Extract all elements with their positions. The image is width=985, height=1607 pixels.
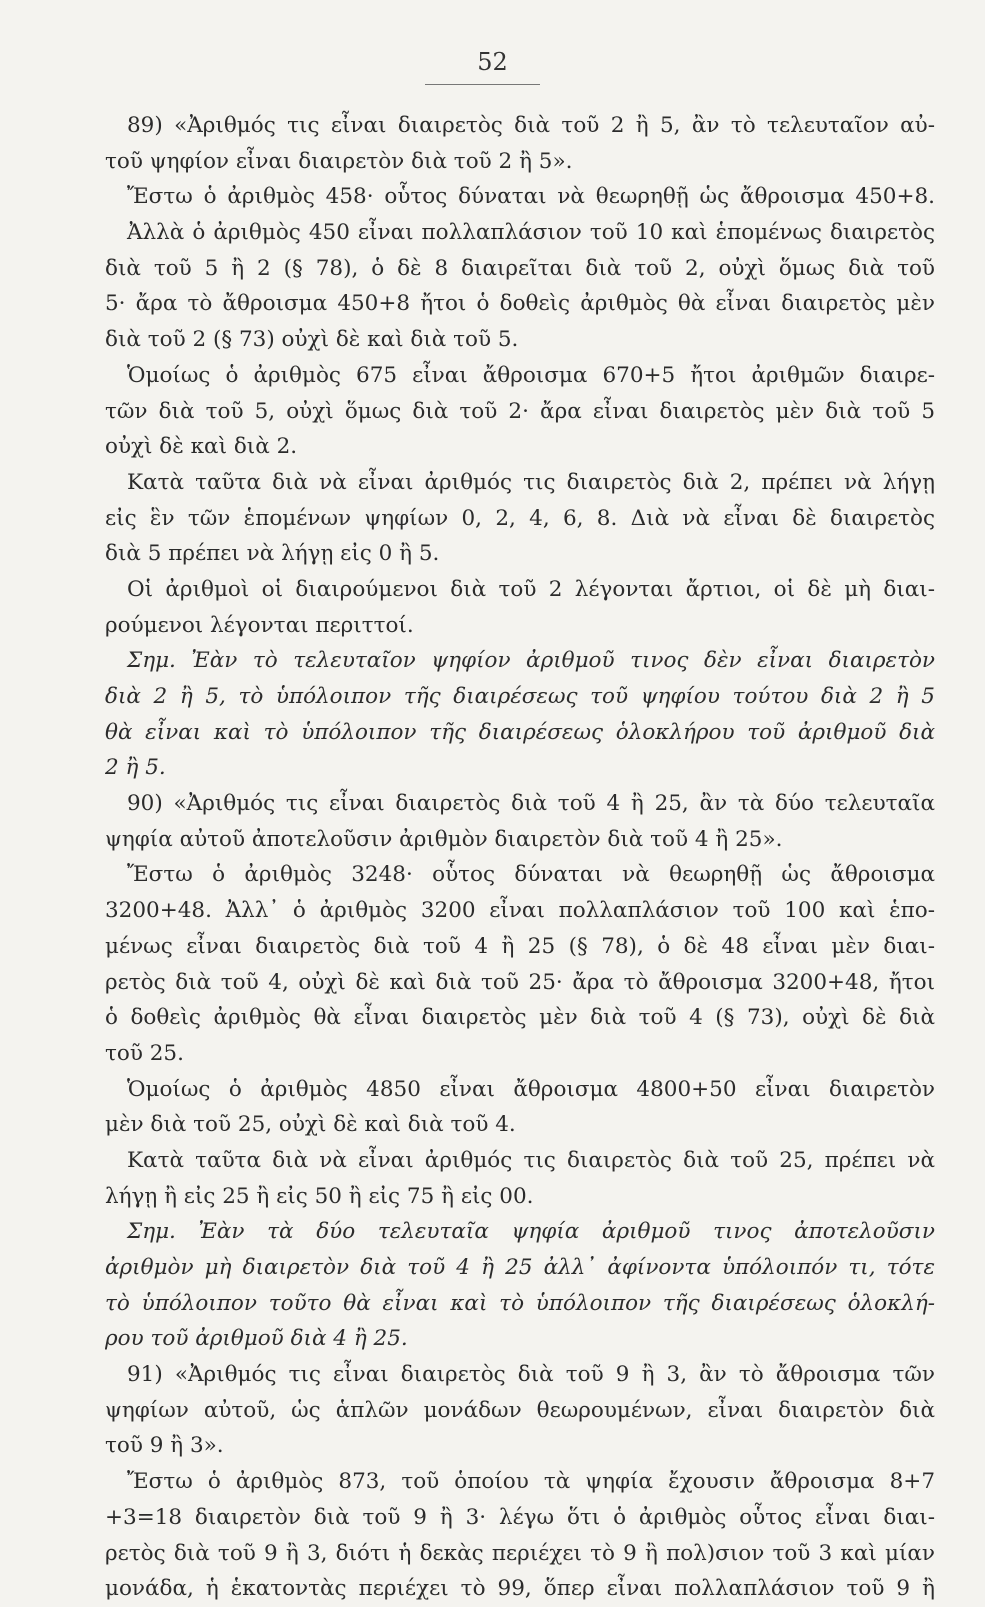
- text-line: ρετὸς διὰ τοῦ 9 ἢ 3, διότι ἡ δεκὰς περιέχει τὸ 9 ἢ πολ)σιον τοῦ 3 καὶ μίαν: [105, 1540, 935, 1566]
- note-line: θὰ εἶναι καὶ τὸ ὑπόλοιπον τῆς διαιρέσεως ὁλοκλήρου τοῦ ἀριθμοῦ διὰ: [105, 719, 935, 745]
- text-line: Οἱ ἀριθμοὶ οἱ διαιρούμενοι διὰ τοῦ 2 λέγονται ἄρτιοι, οἱ δὲ μὴ διαι-: [127, 576, 935, 602]
- text-line: τῶν διὰ τοῦ 5, οὐχὶ ὅμως διὰ τοῦ 2· ἄρα εἶναι διαιρετὸς μὲν διὰ τοῦ 5: [105, 398, 935, 424]
- text-line: 89) «Ἀριθμός τις εἶναι διαιρετὸς διὰ τοῦ 2 ἢ 5, ἂν τὸ τελευταῖον αὐ-: [127, 113, 935, 138]
- note-line: Σημ. Ἐὰν τὰ δύο τελευταῖα ψηφία ἀριθμοῦ τινος ἀποτελοῦσιν: [127, 1219, 935, 1245]
- text-line: ὁ δοθεὶς ἀριθμὸς θὰ εἶναι διαιρετὸς μὲν διὰ τοῦ 4 (§ 73), οὐχὶ δὲ διὰ: [105, 1005, 935, 1031]
- text-line: Ἔστω ὁ ἀριθμὸς 873, τοῦ ὁποίου τὰ ψηφία ἔχουσιν ἄθροισμα 8+7: [127, 1469, 935, 1495]
- page-number-rule: [425, 84, 540, 85]
- text-line: 5· ἄρα τὸ ἄθροισμα 450+8 ἤτοι ὁ δοθεὶς ἀριθμὸς θὰ εἶναι διαιρετὸς μὲν: [105, 291, 935, 317]
- text-line: τοῦ 9 ἢ 3».: [105, 1433, 224, 1459]
- body-text: [105, 108, 935, 1607]
- text-line: 91) «Ἀριθμός τις εἶναι διαιρετὸς διὰ τοῦ 9 ἢ 3, ἂν τὸ ἄθροισμα τῶν: [127, 1362, 935, 1388]
- text-line: διὰ 5 πρέπει νὰ λήγῃ εἰς 0 ἢ 5.: [105, 541, 440, 567]
- text-line: ψηφία αὐτοῦ ἀποτελοῦσιν ἀριθμὸν διαιρετὸν διὰ τοῦ 4 ἢ 25».: [105, 826, 783, 852]
- text-line: μονάδα, ἡ ἑκατοντὰς περιέχει τὸ 99, ὅπερ εἶναι πολλαπλάσιον τοῦ 9 ἢ: [105, 1576, 935, 1602]
- text-line: τοῦ ψηφίον εἶναι διαιρετὸν διὰ τοῦ 2 ἢ 5».: [105, 148, 573, 174]
- text-line: ψηφίων αὐτοῦ, ὡς ἁπλῶν μονάδων θεωρουμένων, εἶναι διαιρετὸν διὰ: [105, 1397, 935, 1423]
- text-line: μὲν διὰ τοῦ 25, οὐχὶ δὲ καὶ διὰ τοῦ 4.: [105, 1112, 516, 1138]
- note-line: ρου τοῦ ἀριθμοῦ διὰ 4 ἢ 25.: [105, 1326, 408, 1352]
- text-line: 3200+48. Ἀλλ᾽ ὁ ἀριθμὸς 3200 εἶναι πολλαπλάσιον τοῦ 100 καὶ ἑπο-: [105, 898, 935, 924]
- text-line: Ὁμοίως ὁ ἀριθμὸς 675 εἶναι ἄθροισμα 670+5 ἤτοι ἀριθμῶν διαιρε-: [127, 362, 935, 388]
- note-line: 2 ἢ 5.: [105, 755, 166, 781]
- text-line: οὐχὶ δὲ καὶ διὰ 2.: [105, 434, 298, 460]
- note-line: διὰ 2 ἢ 5, τὸ ὑπόλοιπον τῆς διαιρέσεως τοῦ ψηφίου τούτου διὰ 2 ἢ 5: [105, 684, 935, 709]
- text-line: διὰ τοῦ 5 ἢ 2 (§ 78), ὁ δὲ 8 διαιρεῖται διὰ τοῦ 2, οὐχὶ ὅμως διὰ τοῦ: [105, 255, 935, 281]
- text-line: μένως εἶναι διαιρετὸς διὰ τοῦ 4 ἢ 25 (§ 78), ὁ δὲ 48 εἶναι μὲν διαι-: [105, 933, 935, 959]
- note-line: τὸ ὑπόλοιπον τοῦτο θὰ εἶναι καὶ τὸ ὑπόλοιπον τῆς διαιρέσεως ὁλοκλή-: [105, 1290, 935, 1316]
- text-line: ρούμενοι λέγονται περιττοί.: [105, 612, 414, 638]
- text-line: +3=18 διαιρετὸν διὰ τοῦ 9 ἢ 3· λέγω ὅτι ὁ ἀριθμὸς οὗτος εἶναι διαι-: [105, 1504, 935, 1530]
- note-line: Σημ. Ἐὰν τὸ τελευταῖον ψηφίον ἀριθμοῦ τινος δὲν εἶναι διαιρετὸν: [127, 648, 935, 674]
- text-line: Κατὰ ταῦτα διὰ νὰ εἶναι ἀριθμός τις διαιρετὸς διὰ τοῦ 25, πρέπει νὰ: [127, 1147, 935, 1173]
- text-line: Ἀλλὰ ὁ ἀριθμὸς 450 εἶναι πολλαπλάσιον τοῦ 10 καὶ ἑπομένως διαιρετὸς: [127, 220, 935, 246]
- text-line: Ἔστω ὁ ἀριθμὸς 3248· οὗτος δύναται νὰ θεωρηθῇ ὡς ἄθροισμα: [127, 862, 935, 888]
- text-line: εἰς ἓν τῶν ἑπομένων ψηφίων 0, 2, 4, 6, 8. Διὰ νὰ εἶναι δὲ διαιρετὸς: [105, 505, 935, 531]
- text-line: Ὁμοίως ὁ ἀριθμὸς 4850 εἶναι ἄθροισμα 4800+50 εἶναι διαιρετὸν: [127, 1076, 935, 1102]
- text-line: διὰ τοῦ 2 (§ 73) οὐχὶ δὲ καὶ διὰ τοῦ 5.: [105, 327, 519, 353]
- text-line: λήγῃ ἢ εἰς 25 ἢ εἰς 50 ἢ εἰς 75 ἢ εἰς 00.: [105, 1183, 534, 1209]
- text-line: Κατὰ ταῦτα διὰ νὰ εἶναι ἀριθμός τις διαιρετὸς διὰ 2, πρέπει νὰ λήγῃ: [127, 469, 935, 495]
- text-line: τοῦ 25.: [105, 1040, 184, 1066]
- text-line: Ἔστω ὁ ἀριθμὸς 458· οὗτος δύναται νὰ θεωρηθῇ ὡς ἄθροισμα 450+8.: [127, 184, 935, 210]
- note-line: ἀριθμὸν μὴ διαιρετὸν διὰ τοῦ 4 ἢ 25 ἀλλ᾽ ἀφίνοντα ὑπόλοιπόν τι, τότε: [105, 1255, 935, 1280]
- text-line: ρετὸς διὰ τοῦ 4, οὐχὶ δὲ καὶ διὰ τοῦ 25· ἄρα τὸ ἄθροισμα 3200+48, ἤτοι: [105, 969, 935, 995]
- page-number: 52: [477, 48, 508, 76]
- text-line: 90) «Ἀριθμός τις εἶναι διαιρετὸς διὰ τοῦ 4 ἢ 25, ἂν τὰ δύο τελευταῖα: [127, 791, 935, 817]
